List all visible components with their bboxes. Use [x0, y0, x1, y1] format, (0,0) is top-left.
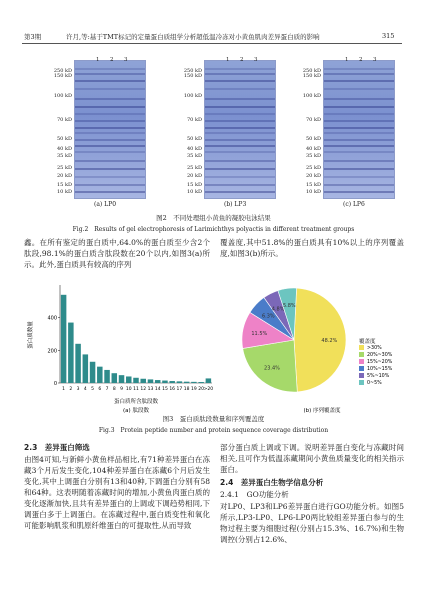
legend-label: 15%~20% — [367, 360, 393, 365]
gel-band — [205, 184, 275, 186]
gel-band — [75, 151, 145, 153]
gel-band — [205, 151, 275, 153]
marker-label: 15 kD — [306, 181, 321, 188]
marker-label: 40 kD — [306, 146, 321, 153]
paragraph-right-2: 部分蛋白质上调或下调。说明差异蛋白变化与冻藏时间相关,且可作为低温冻藏期间小黄鱼质量变化的相关指示蛋白。 — [220, 443, 404, 474]
bar — [177, 381, 183, 383]
bar — [198, 382, 204, 383]
bar — [68, 323, 74, 383]
gel-band — [205, 145, 275, 147]
bar — [75, 344, 81, 383]
marker-label: 25 kD — [57, 165, 72, 172]
lane-number: 2 — [110, 57, 114, 63]
bar — [162, 381, 168, 383]
marker-label: 100 kD — [302, 92, 321, 99]
gel-band — [324, 106, 394, 108]
x-tick-label: 4 — [83, 387, 87, 392]
pie-slice-label: 6.3% — [261, 313, 275, 320]
gel-band — [324, 132, 394, 134]
gel-panel-label: (a) LP0 — [94, 201, 117, 208]
paragraph-right-1: 覆盖度,其中51.8%的蛋白质具有10%以上的序列覆盖度,如图3(b)所示。 — [220, 238, 404, 258]
x-tick-label: 12 — [140, 387, 147, 392]
gel-image-2 — [204, 60, 276, 199]
marker-label: 70 kD — [306, 117, 321, 124]
marker-label: 50 kD — [306, 136, 321, 143]
gel-band — [324, 73, 394, 75]
peptide-count-bar-chart — [22, 275, 222, 415]
x-tick-label: 8 — [112, 387, 116, 392]
gel-band — [205, 113, 275, 115]
marker-label: 10 kD — [57, 188, 72, 195]
bar — [169, 381, 175, 383]
marker-label: 10 kD — [306, 188, 321, 195]
x-tick-label: 14 — [154, 387, 161, 392]
gel-band — [75, 168, 145, 170]
marker-label: 70 kD — [57, 117, 72, 124]
marker-label: 150 kD — [183, 73, 202, 80]
fig2-caption-cn: 图2 不同处理组小黄鱼的凝胶电泳结果 — [156, 214, 271, 222]
x-tick-label: 2 — [69, 387, 73, 392]
lane-number: 3 — [373, 57, 377, 63]
x-tick-label: 10 — [125, 387, 132, 392]
gel-band — [75, 88, 145, 90]
x-axis-label: 蛋白质所含肽段数 — [113, 399, 159, 405]
x-tick-label: 9 — [120, 387, 123, 392]
bar — [104, 370, 110, 383]
gel-band — [205, 176, 275, 178]
gel-image-1 — [74, 60, 146, 199]
gel-band — [75, 184, 145, 186]
gel-band — [324, 120, 394, 122]
bar — [83, 354, 89, 383]
paragraph-left-1: 鑫。在所有鉴定的蛋白质中,64.0%的蛋白质至少含2个肽段,98.1%的蛋白质含肽段数在20个以内,如图3(a)所示。此外,蛋白质具有较高的序列 — [24, 238, 210, 269]
legend-swatch — [359, 366, 364, 371]
gel-band — [205, 80, 275, 82]
subsection-2-4-1-title: 2.4.1 GO功能分析 — [220, 490, 289, 499]
gel-band — [75, 68, 145, 70]
gel-band — [75, 132, 145, 134]
x-tick-label: 6 — [98, 387, 102, 392]
gel-panel-label: (b) LP3 — [224, 201, 247, 208]
legend-swatch — [359, 345, 364, 350]
marker-label: 25 kD — [187, 165, 202, 172]
gel-band — [324, 98, 394, 100]
x-tick-label: 15 — [162, 387, 168, 392]
paragraph-right-3: 对LP0、LP3和LP6差异蛋白进行GO功能分析。如图5所示,LP3-LP0、LP6-LP0两比较组差异蛋白参与的生物过程主要为细胞过程(分别占15.3%、16.7%)和生物调控(分别占12.6%、 — [220, 502, 404, 544]
gel-band — [75, 98, 145, 100]
x-tick-label: 1 — [62, 387, 66, 392]
gel-band — [75, 139, 145, 141]
gel-band — [324, 145, 394, 147]
section-2-3-title: 2.3 差异蛋白筛选 — [24, 443, 90, 452]
running-title: 许月,等:基于TMT标记的定量蛋白质组学分析超低温冷冻对小黄鱼肌肉差异蛋白质的影响 — [66, 33, 320, 41]
gel-band — [205, 160, 275, 162]
x-tick-label: >20 — [203, 387, 214, 392]
y-tick-label: 400 — [47, 315, 57, 322]
marker-label: 35 kD — [57, 152, 72, 159]
gel-band — [205, 73, 275, 75]
gel-band — [75, 120, 145, 122]
gel-band — [324, 88, 394, 90]
y-tick-label: 200 — [47, 348, 57, 355]
gel-band — [75, 145, 145, 147]
gel-band — [205, 139, 275, 141]
marker-label: 20 kD — [306, 173, 321, 180]
lane-number: 1 — [96, 57, 100, 63]
marker-label: 25 kD — [306, 165, 321, 172]
marker-label: 100 kD — [183, 92, 202, 99]
header-rule — [22, 43, 402, 44]
marker-label: 50 kD — [187, 136, 202, 143]
gel-band — [205, 168, 275, 170]
pie-chart-caption: (b) 序列覆盖度 — [303, 408, 341, 414]
bar — [148, 379, 154, 383]
gel-band — [205, 106, 275, 108]
gel-band — [75, 127, 145, 129]
legend-label: 5%~10% — [367, 374, 390, 379]
gel-band — [75, 176, 145, 178]
x-tick-label: 13 — [147, 387, 154, 392]
gel-image-3 — [323, 60, 395, 199]
bar — [90, 362, 96, 383]
gel-band — [205, 191, 275, 193]
marker-label: 100 kD — [53, 92, 72, 99]
bar — [97, 367, 103, 383]
bar — [61, 295, 67, 383]
bar — [155, 380, 161, 383]
lane-number: 3 — [124, 57, 128, 63]
pie-slice-label: 5.8% — [282, 302, 296, 309]
legend-swatch — [359, 373, 364, 378]
gel-band — [75, 106, 145, 108]
x-tick-label: 17 — [176, 387, 183, 392]
legend-swatch — [359, 380, 364, 385]
marker-label: 20 kD — [57, 173, 72, 180]
legend-label: >30% — [367, 346, 382, 351]
fig3-caption-en: Fig.3 Protein peptide number and protein sequence coverage distribution — [98, 427, 329, 434]
y-tick-label: 0 — [53, 381, 57, 387]
legend-label: 0~5% — [367, 381, 382, 386]
bar — [140, 379, 146, 383]
x-tick-label: 5 — [91, 387, 95, 392]
fig3-caption-cn: 图3 蛋白质肽段数量和序列覆盖度 — [162, 415, 265, 423]
gel-band — [205, 127, 275, 129]
gel-band — [75, 160, 145, 162]
gel-band — [324, 168, 394, 170]
fig2-caption-en: Fig.2 Results of gel electrophoresis of Larimichthys polyactis in different treatment groups — [72, 226, 355, 233]
marker-label: 250 kD — [183, 67, 202, 74]
marker-label: 70 kD — [187, 117, 202, 124]
gel-band — [205, 98, 275, 100]
marker-label: 20 kD — [187, 173, 202, 180]
x-tick-label: 11 — [133, 387, 139, 392]
x-tick-label: 3 — [76, 387, 80, 392]
marker-label: 40 kD — [57, 146, 72, 153]
gel-band — [75, 80, 145, 82]
marker-label: 35 kD — [306, 152, 321, 159]
gel-band — [324, 139, 394, 141]
lane-number: 2 — [240, 57, 244, 63]
lane-number: 1 — [226, 57, 230, 63]
pie-slice-label: 48.2% — [321, 337, 338, 344]
gel-band — [324, 184, 394, 186]
marker-label: 10 kD — [187, 188, 202, 195]
gel-band — [324, 151, 394, 153]
marker-label: 250 kD — [53, 67, 72, 74]
gel-band — [324, 80, 394, 82]
gel-band — [75, 73, 145, 75]
marker-label: 15 kD — [57, 181, 72, 188]
x-tick-label: 19 — [191, 387, 197, 392]
marker-label: 250 kD — [302, 67, 321, 74]
legend-swatch — [359, 352, 364, 357]
section-2-3-body: 由图4可知,与新鲜小黄鱼样品相比,有71种差异蛋白在冻藏3个月后发生变化,104种差异蛋白在冻藏6个月后发生变化,其中上调蛋白分别有13和40种,下调蛋白分别有58和64种。这表明随着冻藏时间的增加,小黄鱼肉蛋白质的变化逐渐加快,且共有差异蛋白的上调或下调趋势相同,下调蛋白多于上调蛋白。在冻藏过程中,蛋白质变性和氧化可能影响肌浆和肌原纤维蛋白的可提取性,从而导致 — [24, 455, 210, 530]
gel-band — [205, 68, 275, 70]
gel-band — [324, 127, 394, 129]
legend-label: 20%~30% — [367, 353, 393, 358]
marker-label: 50 kD — [57, 136, 72, 143]
bar — [112, 373, 118, 383]
gel-band — [205, 120, 275, 122]
lane-number: 2 — [359, 57, 363, 63]
marker-label: 15 kD — [187, 181, 202, 188]
x-tick-label: 18 — [183, 387, 190, 392]
x-tick-label: 20 — [198, 387, 205, 392]
lane-number: 1 — [345, 57, 349, 63]
legend-label: 10%~15% — [367, 367, 393, 372]
gel-band — [324, 191, 394, 193]
bar — [191, 382, 197, 383]
x-tick-label: 7 — [105, 387, 109, 392]
bar — [206, 378, 212, 383]
legend-swatch — [359, 359, 364, 364]
marker-label: 40 kD — [187, 146, 202, 153]
pie-slice-label: 4.8% — [271, 306, 285, 313]
pie-slice — [294, 288, 346, 392]
gel-band — [205, 88, 275, 90]
pie-slice-label: 11.5% — [251, 331, 268, 338]
x-tick-label: 16 — [169, 387, 176, 392]
bar — [126, 376, 132, 383]
gel-band — [324, 176, 394, 178]
gel-band — [75, 113, 145, 115]
marker-label: 150 kD — [53, 73, 72, 80]
gel-band — [205, 132, 275, 134]
coverage-pie-chart — [222, 275, 422, 415]
bar — [184, 382, 190, 383]
pie-slice-label: 23.4% — [264, 365, 280, 372]
gel-band — [324, 160, 394, 162]
journal-issue: 第3期 — [24, 33, 42, 41]
bar — [119, 375, 125, 383]
gel-band — [324, 68, 394, 70]
y-axis-label: 蛋白质数量 — [28, 321, 34, 349]
bar — [133, 378, 139, 383]
marker-label: 150 kD — [302, 73, 321, 80]
gel-band — [324, 113, 394, 115]
page-number: 315 — [382, 32, 395, 40]
gel-band — [75, 191, 145, 193]
section-2-4-title: 2.4 差异蛋白生物学信息分析 — [220, 478, 324, 487]
gel-panel-label: (c) LP6 — [343, 201, 365, 208]
lane-number: 3 — [254, 57, 258, 63]
bar-chart-caption: (a) 肽段数 — [123, 408, 149, 414]
marker-label: 35 kD — [187, 152, 202, 159]
legend-title: 覆盖度 — [359, 339, 376, 345]
